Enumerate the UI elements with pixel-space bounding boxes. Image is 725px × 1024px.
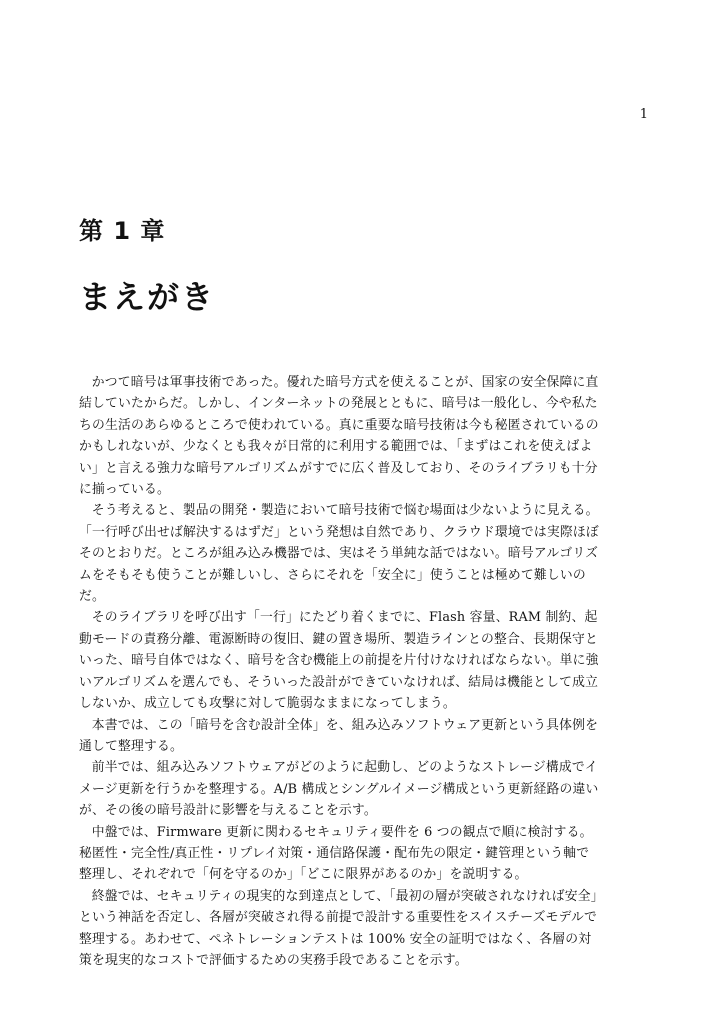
paragraph: 本書では、この「暗号を含む設計全体」を、組み込みソフトウェア更新という具体例を通して整理する。 bbox=[79, 717, 599, 754]
paragraph: そう考えると、製品の開発・製造において暗号技術で悩む場面は少ないように見える。「一行呼び出せば解決するはずだ」という発想は自然であり、クラウド環境では実際ほぼそのとおりだ。ところが組み込み機器では、実はそう単純な話ではない。暗号アルゴリズムをそもそも使うことが難しいし、さらにそれを「安全に」使うことは極めて難しいのだ。 bbox=[79, 503, 599, 605]
paragraph: 終盤では、セキュリティの現実的な到達点として、「最初の層が突破されなければ安全」という神話を否定し、各層が突破され得る前提で設計する重要性をスイスチーズモデルで整理する。あわせて、ペネトレーションテストは 100% 安全の証明ではなく、各層の対策を現実的なコストで評価するための実務手段であることを示す。 bbox=[79, 888, 598, 968]
chapter-label: 第 1 章 bbox=[79, 217, 166, 245]
paragraph: 中盤では、Firmware 更新に関わるセキュリティ要件を 6 つの観点で順に検討する。秘匿性・完全性/真正性・リプレイ対策・通信路保護・配布先の限定・鍵管理という軸で整理し、それぞれで「何を守るのか」「どこに限界があるのか」を説明する。 bbox=[79, 824, 593, 883]
paragraph: そのライブラリを呼び出す「一行」にたどり着くまでに、Flash 容量、RAM 制約、起動モードの責務分離、電源断時の復旧、鍵の置き場所、製造ラインとの整合、長期保守といった、暗号自体ではなく、暗号を含む機能上の前提を片付けなければならない。単に強いアルゴリズムを選んでも、そういった設計ができていなければ、結局は機能として成立しないか、成立しても攻撃に対して脆弱なままになってしまう。 bbox=[79, 610, 599, 712]
paragraph: かつて暗号は軍事技術であった。優れた暗号方式を使えることが、国家の安全保障に直結していたからだ。しかし、インターネットの発展とともに、暗号は一般化し、今や私たちの生活のあらゆるところで使われている。真に重要な暗号技術は今も秘匿されているのかもしれないが、少なくとも我々が日常的に利用する範囲では、「まずはこれを使えばよい」と言える強力な暗号アルゴリズムがすでに広く普及しており、そのライブラリも十分に揃っている。 bbox=[79, 375, 599, 498]
chapter-title: まえがき bbox=[79, 278, 216, 316]
paragraph: 前半では、組み込みソフトウェアがどのように起動し、どのようなストレージ構成でイメージ更新を行うかを整理する。A/B 構成とシングルイメージ構成という更新経路の違いが、その後の暗号設計に影響を与えることを示す。 bbox=[79, 760, 599, 819]
body-text bbox=[79, 372, 599, 971]
page-number: 1 bbox=[639, 107, 648, 122]
